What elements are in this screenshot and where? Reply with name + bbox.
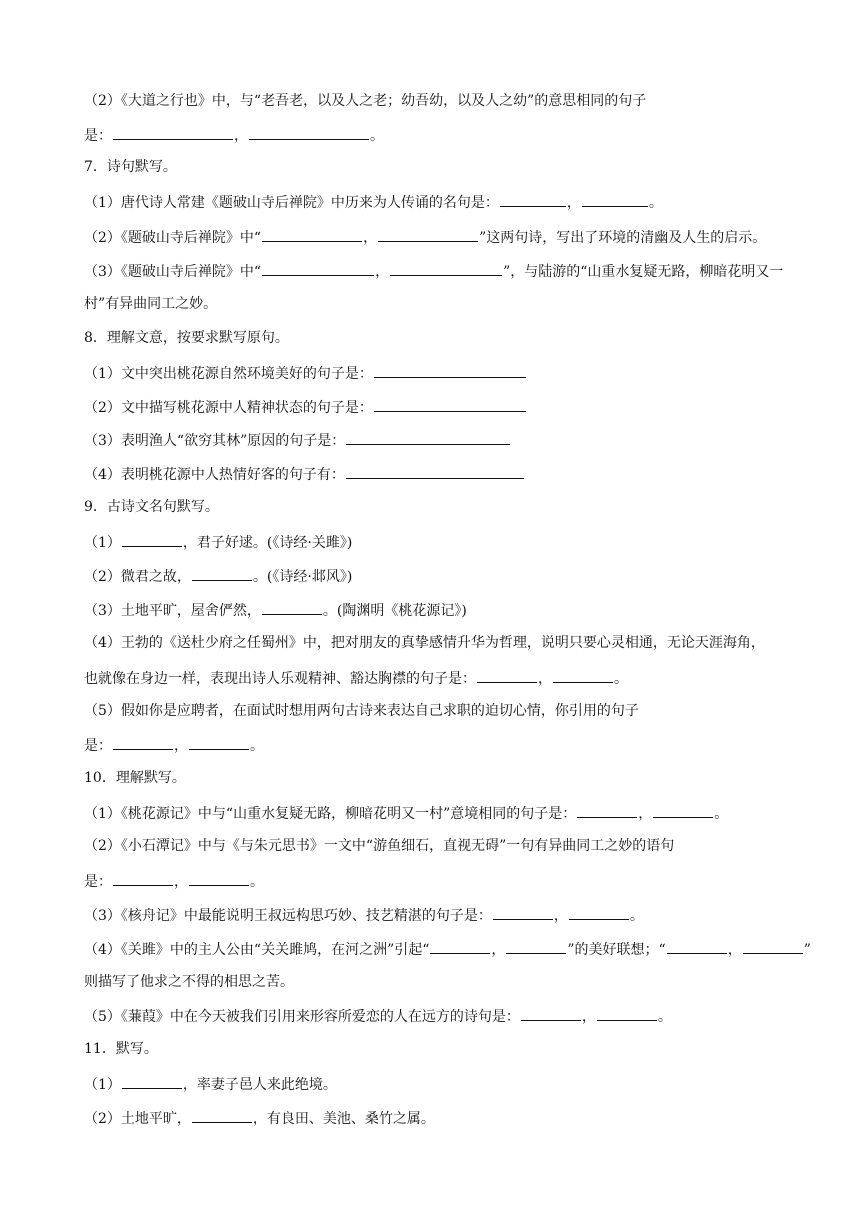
q9-4-line1: （4）王勃的《送杜少府之任蜀州》中，把对朋友的真挚感情升华为哲理，说明只要心灵相通，无论天涯海角， [84, 635, 765, 651]
answer-blank[interactable] [122, 532, 182, 547]
answer-blank[interactable] [569, 905, 629, 920]
answer-blank[interactable] [262, 227, 362, 242]
q9-4-line2: 也就像在身边一样，表现出诗人乐观精神、豁达胸襟的句子是： ， 。 [84, 668, 628, 688]
answer-blank[interactable] [262, 600, 322, 615]
answer-blank[interactable] [249, 125, 369, 140]
q6-2-line2: 是： ， 。 [84, 125, 384, 145]
answer-blank[interactable] [477, 668, 537, 683]
answer-blank[interactable] [653, 803, 713, 818]
q9-3: （3）土地平旷，屋舍俨然， 。(陶渊明《桃花源记》) [84, 600, 467, 620]
question-11-title: 11．默写。 [84, 1041, 158, 1057]
answer-blank[interactable] [192, 1108, 252, 1123]
q7-2: （2）《题破山寺后禅院》中“ ， ”这两句诗，写出了环境的清幽及人生的启示。 [84, 227, 766, 247]
answer-blank[interactable] [597, 1006, 657, 1021]
answer-blank[interactable] [430, 939, 490, 954]
q10-5: （5）《蒹葭》中在今天被我们引用来形容所爱恋的人在远方的诗句是： ， 。 [84, 1006, 672, 1026]
answer-blank[interactable] [506, 939, 566, 954]
answer-blank[interactable] [189, 871, 249, 886]
q11-1: （1） ，率妻子邑人来此绝境。 [84, 1074, 337, 1094]
q10-4-line1: （4）《关雎》中的主人公由“关关雎鸠，在河之洲”引起“ ， ”的美好联想；“ ， ” [84, 939, 811, 959]
q8-3: （3）表明渔人“欲穷其林”原因的句子是： [84, 430, 511, 450]
answer-blank[interactable] [553, 668, 613, 683]
q9-5-line1: （5）假如你是应聘者，在面试时想用两句古诗来表达自己求职的迫切心情，你引用的句子 [84, 703, 639, 719]
answer-blank[interactable] [378, 227, 478, 242]
answer-blank[interactable] [346, 430, 510, 445]
q8-4: （4）表明桃花源中人热情好客的句子有： [84, 464, 525, 484]
q10-1: （1）《桃花源记》中与“山重水复疑无路，柳暗花明又一村”意境相同的句子是： ， 。 [84, 803, 728, 823]
q7-1: （1）唐代诗人常建《题破山寺后禅院》中历来为人传诵的名句是： ， 。 [84, 192, 663, 212]
answer-blank[interactable] [113, 871, 173, 886]
q10-2-line2: 是： ， 。 [84, 871, 264, 891]
q8-2: （2）文中描写桃花源中人精神状态的句子是： [84, 397, 527, 417]
question-9-title: 9．古诗文名句默写。 [84, 499, 219, 515]
answer-blank[interactable] [667, 939, 727, 954]
q9-2: （2）微君之故， 。(《诗经·邶风》) [84, 566, 352, 586]
question-8-title: 8．理解文意，按要求默写原句。 [84, 330, 289, 346]
answer-blank[interactable] [390, 261, 502, 276]
answer-blank[interactable] [374, 397, 526, 412]
question-10-title: 10．理解默写。 [84, 770, 186, 786]
answer-blank[interactable] [113, 125, 233, 140]
q10-2-line1: （2）《小石潭记》中与《与朱元思书》一文中“游鱼细石，直视无碍”一句有异曲同工之妙的语句 [84, 838, 675, 854]
answer-blank[interactable] [743, 939, 803, 954]
answer-blank[interactable] [122, 1074, 182, 1089]
q6-2-line1: （2）《大道之行也》中，与“老吾老，以及人之老；幼吾幼，以及人之幼”的意思相同的句子 [84, 93, 647, 109]
q8-1: （1）文中突出桃花源自然环境美好的句子是： [84, 363, 527, 383]
answer-blank[interactable] [113, 735, 173, 750]
answer-blank[interactable] [262, 261, 374, 276]
answer-blank[interactable] [521, 1006, 581, 1021]
q10-3: （3）《核舟记》中最能说明王叔远构思巧妙、技艺精湛的句子是： ， 。 [84, 905, 644, 925]
q11-2: （2）土地平旷， ，有良田、美池、桑竹之属。 [84, 1108, 435, 1128]
question-7-title: 7．诗句默写。 [84, 159, 177, 175]
answer-blank[interactable] [500, 192, 566, 207]
answer-blank[interactable] [374, 363, 526, 378]
q7-3-line2: 村”有异曲同工之妙。 [84, 296, 218, 312]
q9-1: （1） ，君子好逑。(《诗经·关雎》) [84, 532, 352, 552]
answer-blank[interactable] [582, 192, 648, 207]
q9-5-line2: 是： ， 。 [84, 735, 264, 755]
q10-4-line2: 则描写了他求之不得的相思之苦。 [84, 974, 294, 990]
answer-blank[interactable] [192, 566, 252, 581]
answer-blank[interactable] [577, 803, 637, 818]
answer-blank[interactable] [493, 905, 553, 920]
answer-blank[interactable] [189, 735, 249, 750]
answer-blank[interactable] [346, 464, 524, 479]
q7-3-line1: （3）《题破山寺后禅院》中“ ， ”，与陆游的“山重水复疑无路，柳暗花明又一 [84, 261, 783, 281]
